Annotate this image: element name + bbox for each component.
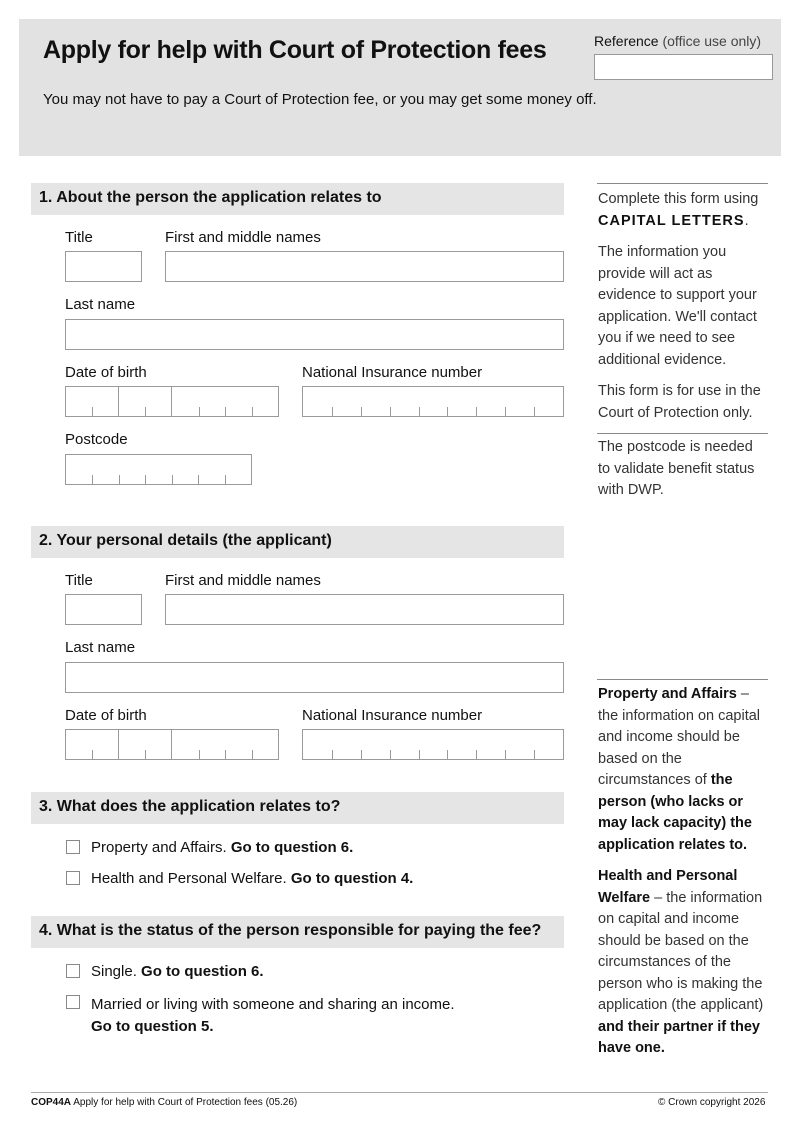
- s1-last-name-label: Last name: [65, 296, 136, 313]
- s2-dob-input[interactable]: [65, 729, 279, 760]
- sidebar-postcode-text: The postcode is needed to validate benefit status with DWP.: [598, 439, 755, 498]
- sidebar-pa-title: Property and Affairs: [598, 686, 737, 702]
- sidebar-complete-note: [598, 189, 768, 232]
- s4-married-checkbox[interactable]: [66, 995, 80, 1009]
- s2-title-label: Title: [65, 572, 93, 589]
- s3-property-affairs-option: [91, 839, 353, 856]
- footer-rule: [31, 1092, 768, 1093]
- reference-label: [594, 33, 761, 49]
- sidebar-complete-suffix: .: [744, 212, 749, 229]
- s3-option1-text: Property and Affairs.: [91, 839, 227, 856]
- page-title: Apply for help with Court of Protection fees: [43, 36, 547, 64]
- s1-postcode-label: Postcode: [65, 431, 128, 448]
- s1-postcode-input[interactable]: [65, 454, 252, 485]
- sidebar-rule-2: [597, 433, 768, 434]
- s4-single-checkbox[interactable]: [66, 964, 80, 978]
- s3-option1-go: Go to question 6.: [230, 839, 354, 856]
- section-2-heading: 2. Your personal details (the applicant): [39, 532, 332, 549]
- sidebar-notes-1: [598, 189, 768, 434]
- s3-health-welfare-checkbox[interactable]: [66, 871, 80, 885]
- s1-dob-label: Date of birth: [65, 364, 147, 381]
- section-4-heading-bar: [31, 916, 564, 948]
- s2-names-input[interactable]: [165, 594, 564, 625]
- section-1-heading-bar: [31, 183, 564, 215]
- s4-single-option: [91, 963, 264, 980]
- section-4-heading: 4. What is the status of the person responsible for paying the fee?: [39, 922, 542, 939]
- s1-ni-label: National Insurance number: [302, 364, 483, 381]
- section-3-heading: 3. What does the application relates to?: [39, 798, 341, 815]
- sidebar-evidence-note: The information you provide will act as evidence to support your application. We'll contact you if we need to see additional evidence.: [598, 244, 757, 368]
- sidebar-rule-3: [597, 679, 768, 680]
- s2-ni-input[interactable]: [302, 729, 564, 760]
- footer-form-code: COP44A: [31, 1097, 72, 1108]
- s1-last-name-input[interactable]: [65, 319, 564, 350]
- reference-label-text: Reference: [594, 33, 659, 49]
- reference-input[interactable]: [594, 54, 773, 80]
- s3-property-affairs-checkbox[interactable]: [66, 840, 80, 854]
- section-3-heading-bar: [31, 792, 564, 824]
- s4-option1-go: Go to question 6.: [141, 963, 264, 980]
- s1-names-input[interactable]: [165, 251, 564, 282]
- s2-last-name-label: Last name: [65, 639, 136, 656]
- s1-title-input[interactable]: [65, 251, 142, 282]
- section-2-heading-bar: [31, 526, 564, 558]
- s4-married-option: [91, 994, 455, 1038]
- sidebar-hpw-text: – the information on capital and income should be based on the circumstances of the person who is making the application (the applicant): [598, 889, 764, 1013]
- s2-ni-label: National Insurance number: [302, 707, 483, 724]
- sidebar-hpw-note: [598, 866, 768, 1060]
- s1-title-label: Title: [65, 229, 93, 246]
- sidebar-complete-prefix: Complete this form using: [598, 191, 759, 207]
- s3-option2-go: Go to question 4.: [290, 870, 414, 887]
- s2-title-input[interactable]: [65, 594, 142, 625]
- s3-health-welfare-option: [91, 870, 413, 887]
- sidebar-hpw-title: Health and Personal Welfare: [598, 868, 738, 906]
- footer-copyright: © Crown copyright 2026: [658, 1097, 766, 1108]
- sidebar-pa-bold: the person (who lacks or may lack capacity) the application relates to.: [598, 772, 752, 853]
- sidebar-capital-letters: CAPITAL LETTERS: [598, 212, 745, 229]
- s3-option2-text: Health and Personal Welfare.: [91, 870, 287, 887]
- s2-names-label: First and middle names: [165, 572, 321, 589]
- s4-option2-text: Married or living with someone and sharing an income.: [91, 996, 455, 1013]
- s1-dob-input[interactable]: [65, 386, 279, 417]
- s1-ni-input[interactable]: [302, 386, 564, 417]
- sidebar-court-note: This form is for use in the Court of Protection only.: [598, 383, 761, 421]
- sidebar-pa-note: [598, 684, 768, 856]
- sidebar-rule-1: [597, 183, 768, 184]
- s2-last-name-input[interactable]: [65, 662, 564, 693]
- s4-option1-text: Single.: [91, 963, 137, 980]
- footer-form-id: [31, 1097, 297, 1108]
- footer-form-desc: Apply for help with Court of Protection fees (05.26): [73, 1097, 298, 1108]
- s4-option2-go: Go to question 5.: [91, 1018, 214, 1035]
- sidebar-pa-text: – the information on capital and income should be based on the circumstances of: [598, 686, 761, 788]
- sidebar-notes-2: [598, 684, 768, 1070]
- reference-hint: (office use only): [662, 33, 762, 49]
- sidebar-hpw-bold: and their partner if they have one.: [598, 1018, 760, 1056]
- s1-names-label: First and middle names: [165, 229, 321, 246]
- section-1-heading: 1. About the person the application relates to: [39, 189, 382, 206]
- page-subtitle: You may not have to pay a Court of Protection fee, or you may get some money off.: [43, 91, 597, 108]
- sidebar-postcode-note: [598, 437, 768, 512]
- s2-dob-label: Date of birth: [65, 707, 147, 724]
